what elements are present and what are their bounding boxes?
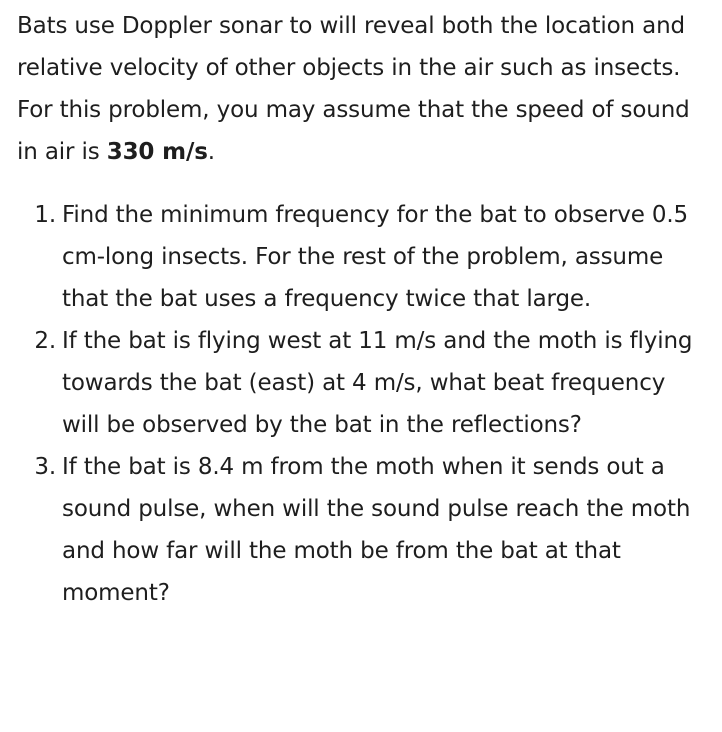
problem-number: 3. — [34, 454, 56, 480]
problem-number: 2. — [34, 328, 56, 354]
problem-number: 1. — [34, 202, 56, 228]
speed-of-sound-value: 330 m/s — [106, 139, 208, 165]
intro-text: Bats use Doppler sonar to will reveal both the location and relative velocity of other objects in the air such as insects. For this problem, you may assume that the speed of sound in air is — [17, 13, 690, 165]
intro-period: . — [207, 139, 215, 165]
problem-item-2 — [17, 320, 707, 446]
problem-text: If the bat is flying west at 11 m/s and the moth is flying towards the bat (east) at 4 m/s, what beat frequency will be observed by the bat in the reflections? — [62, 328, 693, 438]
problem-text: If the bat is 8.4 m from the moth when it sends out a sound pulse, when will the sound pulse reach the moth and how far will the moth be from the bat at that moment? — [62, 454, 691, 606]
problem-item-1 — [17, 194, 707, 320]
problem-item-3 — [17, 446, 707, 614]
intro-paragraph — [17, 5, 707, 173]
problem-text: Find the minimum frequency for the bat to observe 0.5 cm-long insects. For the rest of the problem, assume that the bat uses a frequency twice that large. — [62, 202, 688, 312]
problem-list — [17, 194, 707, 614]
document-content — [17, 5, 707, 614]
